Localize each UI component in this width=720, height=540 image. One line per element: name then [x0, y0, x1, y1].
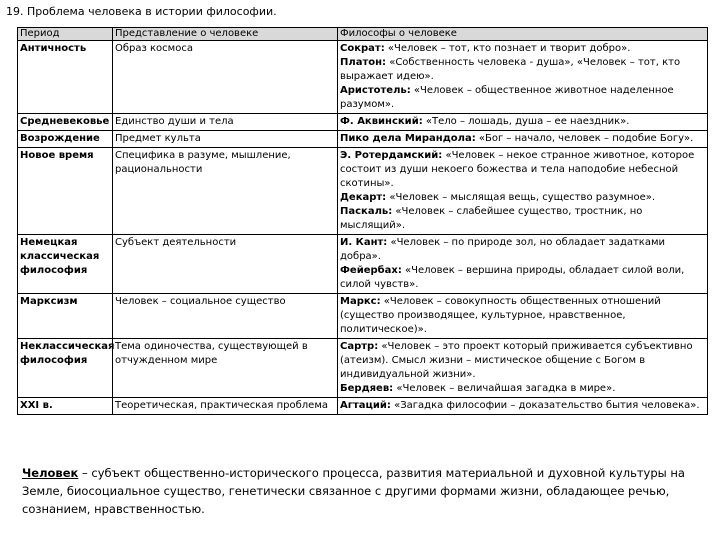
philosopher-entry	[340, 191, 705, 205]
philosopher-name: Декарт:	[340, 192, 387, 203]
period-cell: Средневековье	[18, 114, 113, 131]
period-cell: Возрождение	[18, 131, 113, 148]
philosophers-cell	[338, 294, 708, 339]
philosopher-name: Агтаций:	[340, 400, 391, 411]
philosopher-name: Платон:	[340, 57, 387, 68]
philosopher-quote: «Человек – совокупность общественных отношений (существо производящее, культурное, нравственное, политическое)».	[340, 296, 661, 335]
philosopher-entry	[340, 340, 705, 382]
philosopher-quote: «Человек – по природе зол, но обладает задатками добра».	[340, 237, 666, 262]
philosopher-quote: «Человек – вершина природы, обладает силой воли, силой чувств».	[340, 265, 685, 290]
philosopher-entry	[340, 236, 705, 264]
philosophers-cell	[338, 148, 708, 235]
philosopher-quote: «Бог – начало, человек – подобие Богу».	[475, 133, 694, 144]
definition-text: – субъект общественно-исторического процесса, развития материальной и духовной культуры на Земле, биосоциальное существо, генетически связанное с другими формами жизни, обладающее речью, сознанием, нравственностью.	[22, 466, 685, 516]
period-cell: Античность	[18, 41, 113, 114]
period-cell: Неклассическая философия	[18, 339, 113, 398]
table-row	[18, 339, 708, 398]
philosopher-quote: «Человек – слабейшее существо, тростник, но мыслящий».	[340, 206, 643, 231]
philosopher-entry	[340, 56, 705, 84]
definition-term: Человек	[22, 466, 79, 480]
philosopher-entry	[340, 295, 705, 337]
philosophers-cell	[338, 339, 708, 398]
philosophers-cell	[338, 398, 708, 415]
philosopher-name: Пико дела Мирандола:	[340, 133, 476, 144]
philosopher-entry	[340, 132, 705, 146]
philosophy-table	[17, 27, 708, 415]
period-cell: XXI в.	[18, 398, 113, 415]
period-cell: Марксизм	[18, 294, 113, 339]
table-row	[18, 294, 708, 339]
table-row	[18, 235, 708, 294]
philosopher-name: Фейербах:	[340, 265, 402, 276]
philosophers-cell	[338, 114, 708, 131]
philosophers-cell	[338, 235, 708, 294]
philosopher-entry	[340, 399, 705, 413]
philosopher-name: Сартр:	[340, 341, 379, 352]
philosopher-name: Бердяев:	[340, 383, 394, 394]
idea-cell: Единство души и тела	[113, 114, 338, 131]
philosopher-quote: «Тело – лошадь, душа – ее наездник».	[422, 116, 630, 127]
philosopher-entry	[340, 84, 705, 112]
philosopher-entry	[340, 205, 705, 233]
idea-cell: Предмет культа	[113, 131, 338, 148]
table-row	[18, 148, 708, 235]
table-row	[18, 398, 708, 415]
philosopher-quote: «Собственность человека - душа», «Человек – тот, кто выражает идею».	[340, 57, 681, 82]
philosopher-name: И. Кант:	[340, 237, 388, 248]
idea-cell: Человек – социальное существо	[113, 294, 338, 339]
philosopher-quote: «Человек – это проект который приживается субъективно (атеизм). Смысл жизни – мистическое общение с Богом в индивидуальной жизни».	[340, 341, 693, 380]
table-row	[18, 114, 708, 131]
idea-cell: Тема одиночества, существующей в отчужденном мире	[113, 339, 338, 398]
philosopher-quote: «Человек – некое странное животное, которое состоит из души некоего божества и тела наподобие небесной скотины».	[340, 150, 695, 189]
philosopher-entry	[340, 42, 705, 56]
philosopher-entry	[340, 115, 705, 129]
philosopher-entry	[340, 382, 705, 396]
philosophers-cell	[338, 41, 708, 114]
philosopher-quote: «Загадка философии – доказательство бытия человека».	[390, 400, 700, 411]
table-header-row	[18, 28, 708, 41]
period-cell: Новое время	[18, 148, 113, 235]
header-period: Период	[18, 28, 113, 41]
philosopher-name: Аристотель:	[340, 85, 411, 96]
definition-paragraph	[22, 464, 702, 518]
philosopher-quote: «Человек – величайшая загадка в мире».	[393, 383, 616, 394]
header-idea: Представление о человеке	[113, 28, 338, 41]
philosophers-cell	[338, 131, 708, 148]
table-row	[18, 131, 708, 148]
philosopher-quote: «Человек – тот, кто познает и творит добро».	[384, 43, 631, 54]
table-row	[18, 41, 708, 114]
philosopher-name: Э. Ротердамский:	[340, 150, 443, 161]
header-philosophers: Философы о человеке	[338, 28, 708, 41]
philosopher-quote: «Человек – мыслящая вещь, существо разумное».	[386, 192, 656, 203]
page-title: 19. Проблема человека в истории философии.	[6, 5, 277, 18]
idea-cell: Субъект деятельности	[113, 235, 338, 294]
period-cell: Немецкая классическая философия	[18, 235, 113, 294]
philosopher-name: Паскаль:	[340, 206, 393, 217]
philosopher-entry	[340, 149, 705, 191]
philosopher-name: Сократ:	[340, 43, 385, 54]
philosopher-name: Ф. Аквинский:	[340, 116, 423, 127]
philosopher-quote: «Человек – общественное животное наделенное разумом».	[340, 85, 674, 110]
idea-cell: Теоретическая, практическая проблема	[113, 398, 338, 415]
philosopher-name: Маркс:	[340, 296, 381, 307]
idea-cell: Образ космоса	[113, 41, 338, 114]
philosopher-entry	[340, 264, 705, 292]
idea-cell: Специфика в разуме, мышление, рациональности	[113, 148, 338, 235]
